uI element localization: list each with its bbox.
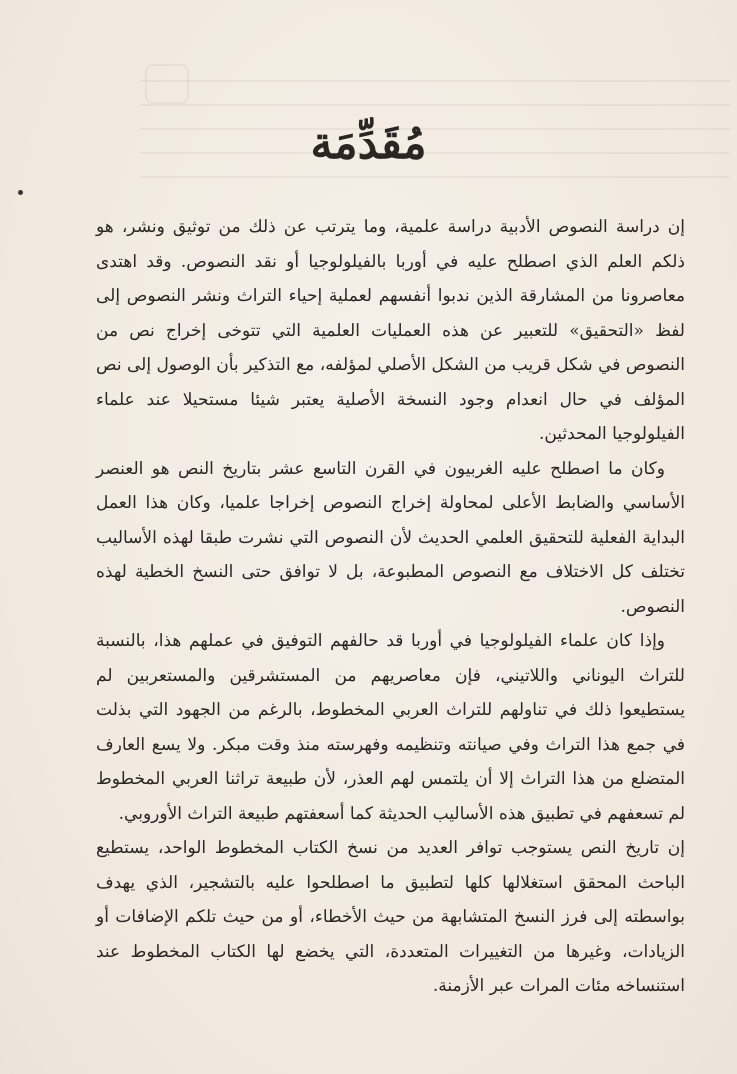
margin-ink-dot [18,190,23,195]
body-text [96,210,685,1004]
paragraph-3: وإذا كان علماء الفيلولوجيا في أوربا قد حالفهم التوفيق في عملهم هذا، بالنسبة للتراث اليوناني واللاتيني، فإن معاصريهم من المستشرقين والمستعربين لم يستطيعوا ذلك في تناولهم للتراث العربي المخطوط، بالرغم من الجهود التي بذلت في جمع هذا التراث وفي صيانته وتنظيمه وفهرسته منذ وقت مبكر. ولا يسع العارف المتضلع من هذا التراث إلا أن يلتمس لهم العذر، لأن طبيعة تراثنا العربي المخطوط لم تسعفهم في تطبيق هذه الأساليب الحديثة كما أسعفتهم طبيعة التراث الأوروبي. [96,631,685,824]
show-through-frame [145,64,189,104]
paragraph-4: إن تاريخ النص يستوجب توافر العديد من نسخ الكتاب المخطوط الواحد، يستطيع الباحث المحقق استغلالها كلها لتطبيق ما اصطلحوا عليه بالتشجير، الذي يهدف بواسطته إلى فرز النسخ المتشابهة من حيث الأخطاء، أو من حيث تلكم الإضافات أو الزيادات، وغيرها من التغييرات المتعددة، التي يخضع لها الكتاب المخطوط عند استنساخه مئات المرات عبر الأزمنة. [96,838,685,996]
chapter-title: مُقَدِّمَة [310,118,427,169]
paragraph-2: وكان ما اصطلح عليه الغربيون في القرن التاسع عشر بتاريخ النص هو العنصر الأساسي والضابط الأعلى لمحاولة إخراج النصوص إخراجا علميا، وكان هذا العمل البداية الفعلية للتحقيق العلمي الحديث لأن النصوص التي نشرت طبقا لهذه الأساليب تختلف كل الاختلاف مع النصوص المطبوعة، بل لا توافق حتى النسخ الخطية لهذه النصوص. [96,458,685,617]
paragraph-1: إن دراسة النصوص الأدبية دراسة علمية، وما يترتب عن ذلك من توثيق ونشر، هو ذلكم العلم الذي اصطلح عليه في أوربا بالفيلولوجيا أو نقد النصوص. وقد اهتدى معاصرونا من المشارقة الذين ندبوا أنفسهم لعملية إحياء التراث ونشر النصوص إلى لفظ «التحقيق» للتعبير عن هذه العمليات العلمية التي تتوخى إخراج نص من النصوص في شكل قريب من الشكل الأصلي لمؤلفه، مع التذكير بأن الوصول إلى نص المؤلف في حال انعدام وجود النسخة الأصلية يعتبر شيئا مستحيلا عند علماء الفيلولوجيا المحدثين. [96,217,685,444]
